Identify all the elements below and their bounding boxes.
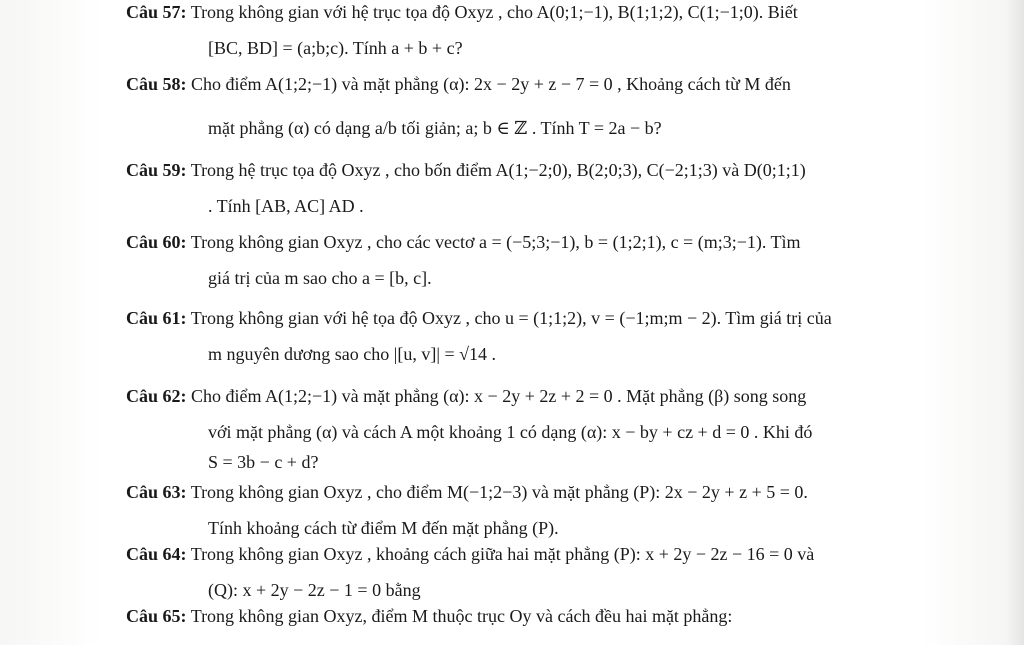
question-58 — [126, 66, 901, 146]
question-60 — [126, 224, 901, 296]
question-60-line-1: Câu 60: Trong không gian Oxyz , cho các vectơ a = (−5;3;−1), b = (1;2;1), c = (m;3;−1). Tìm — [126, 232, 801, 252]
question-65 — [126, 598, 901, 634]
question-57-line-1: Câu 57: Trong không gian với hệ trục tọa độ Oxyz , cho A(0;1;−1), B(1;1;2), C(1;−1;0). Biết — [126, 2, 798, 22]
question-61-label: Câu 61: — [126, 308, 187, 328]
question-62-line-3: S = 3b − c + d? — [208, 452, 319, 472]
question-63-label: Câu 63: — [126, 482, 187, 502]
question-64-line-2: (Q): x + 2y − 2z − 1 = 0 bằng — [208, 580, 421, 600]
question-58-line-2: mặt phẳng (α) có dạng a/b tối giản; a; b ∈ ℤ . Tính T = 2a − b? — [208, 118, 662, 138]
question-59 — [126, 152, 901, 224]
question-58-label: Câu 58: — [126, 74, 187, 94]
question-62-label: Câu 62: — [126, 386, 187, 406]
question-59-line-2: . Tính [AB, AC] AD . — [208, 196, 364, 216]
question-60-line-2: giá trị của m sao cho a = [b, c]. — [208, 268, 432, 288]
question-64-line-1: Câu 64: Trong không gian Oxyz , khoảng cách giữa hai mặt phẳng (P): x + 2y − 2z − 16 = 0 và — [126, 544, 815, 564]
question-60-label: Câu 60: — [126, 232, 187, 252]
question-58-line-1: Câu 58: Cho điểm A(1;2;−1) và mặt phẳng (α): 2x − 2y + z − 7 = 0 , Khoảng cách từ M đến — [126, 74, 791, 94]
question-57-label: Câu 57: — [126, 2, 187, 22]
question-62-line-1: Câu 62: Cho điểm A(1;2;−1) và mặt phẳng (α): x − 2y + 2z + 2 = 0 . Mặt phẳng (β) song song — [126, 386, 807, 406]
question-65-label: Câu 65: — [126, 606, 187, 626]
question-64-label: Câu 64: — [126, 544, 187, 564]
question-59-label: Câu 59: — [126, 160, 187, 180]
question-61 — [126, 300, 901, 372]
question-63-line-2: Tính khoảng cách từ điểm M đến mặt phẳng (P). — [208, 518, 559, 538]
question-61-line-1: Câu 61: Trong không gian với hệ tọa độ Oxyz , cho u = (1;1;2), v = (−1;m;m − 2). Tìm giá trị của — [126, 308, 832, 328]
question-63-line-1: Câu 63: Trong không gian Oxyz , cho điểm M(−1;2−3) và mặt phẳng (P): 2x − 2y + z + 5 = 0. — [126, 482, 808, 502]
question-61-line-2: m nguyên dương sao cho |[u, v]| = √14 . — [208, 344, 496, 364]
question-65-line-1: Câu 65: Trong không gian Oxyz, điểm M thuộc trục Oy và cách đều hai mặt phẳng: — [126, 606, 733, 626]
question-62 — [126, 378, 901, 480]
question-59-line-1: Câu 59: Trong hệ trục tọa độ Oxyz , cho bốn điểm A(1;−2;0), B(2;0;3), C(−2;1;3) và D(0;1;1) — [126, 160, 806, 180]
question-57 — [126, 0, 901, 66]
page-edge-shadow — [1006, 0, 1024, 645]
question-57-line-2: [BC, BD] = (a;b;c). Tính a + b + c? — [208, 38, 463, 58]
question-62-line-2: với mặt phẳng (α) và cách A một khoảng 1 có dạng (α): x − by + cz + d = 0 . Khi đó — [208, 422, 813, 442]
